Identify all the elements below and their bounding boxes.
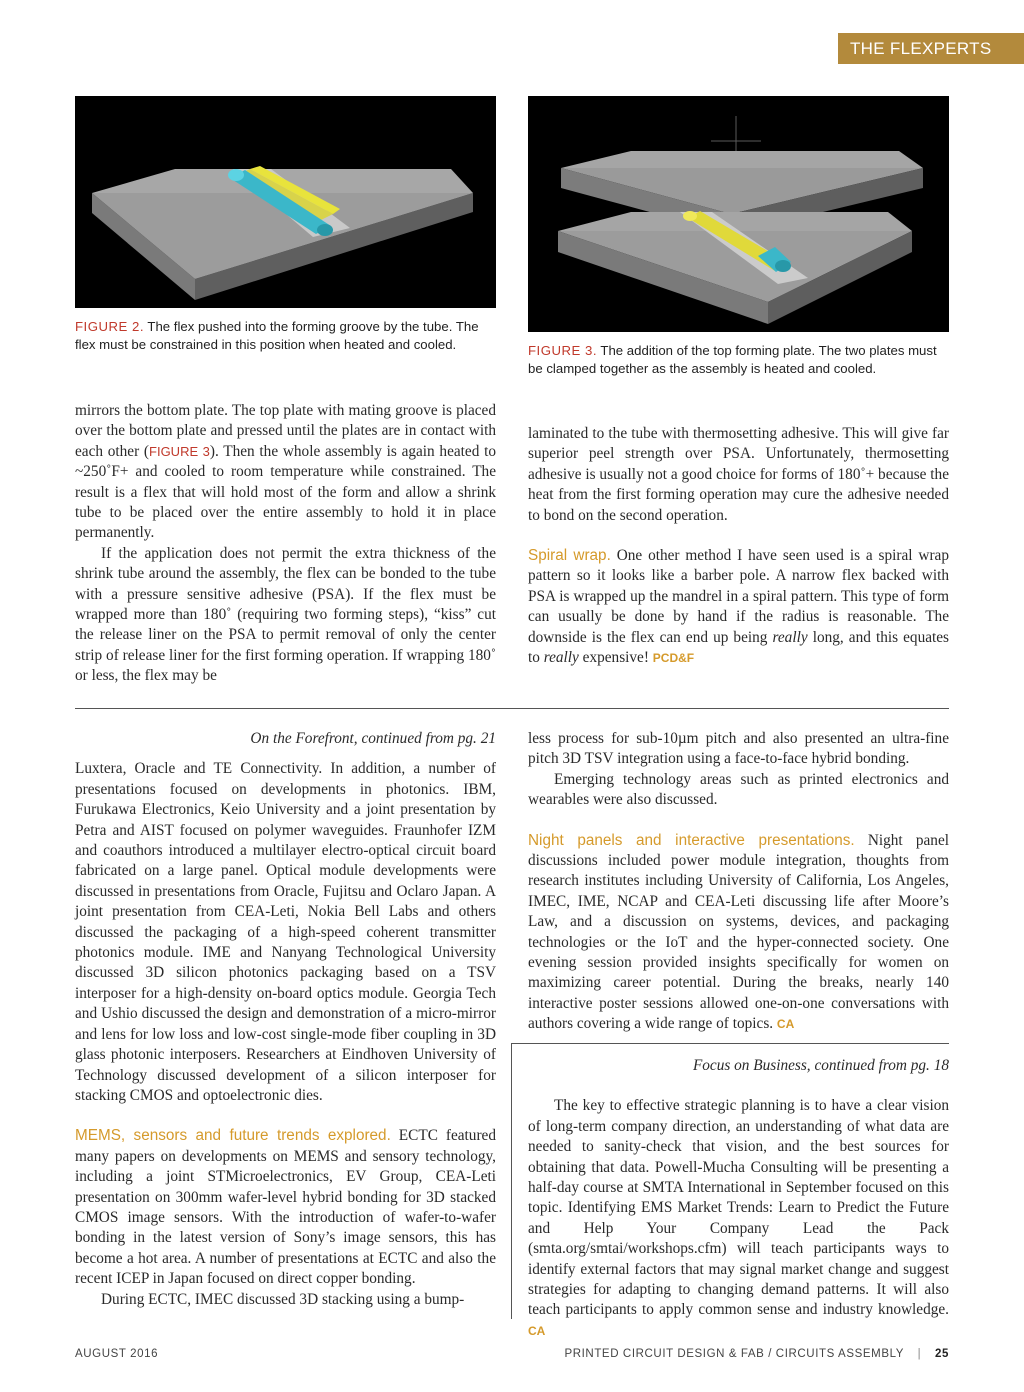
article-paragraph: Emerging technology areas such as printed electronics and wearables were also discussed. xyxy=(528,770,949,809)
section-heading-night-panels: Night panels and interactive presentations. xyxy=(528,831,855,849)
business-box-left-rule xyxy=(511,1043,512,1319)
article-paragraph: If the application does not permit the extra thickness of the shrink tube around the assembly, the flex can be bonded to the tube with a pressure sensitive adhesive (PSA). If the flex must be wrapped more than 180˚ (requiring two forming steps), “kiss” cut the release liner on the PSA to permit removal of only the center strip of release liner for the first forming operation. If wrapping 180˚ or less, the flex may be xyxy=(75,544,496,685)
figure-2-label: FIGURE 2. xyxy=(75,319,144,334)
article-left-column xyxy=(75,401,496,687)
figure-2-caption-text: The flex pushed into the forming groove by the tube. The flex must be constrained in this position when heated and cooled. xyxy=(75,319,479,352)
end-mark: CA xyxy=(776,1017,795,1032)
figure-3-caption xyxy=(528,342,938,378)
article-paragraph: Spiral wrap. One other method I have seen used is a spiral wrap pattern so it looks like a barber pole. A narrow flex backed with PSA is wrapped up the mandrel in a spiral pattern. This type of form can usually be done by hand if the radius is reasonable. The downside is the flex can end up being really long, and this equates to really expensive! PCD&F xyxy=(528,547,949,667)
footer-date: AUGUST 2016 xyxy=(75,1348,159,1360)
figure-2-caption xyxy=(75,318,485,354)
article-paragraph: Night panels and interactive presentations. Night panel discussions included power module integration, thoughts from research institutes including University of California, Los Angeles, IMEC, IME, NCAP and CEA-Leti discussing life after Moore’s Law, and a discussion on systems, devices, and packaging technologies or the IoT and the hyper-connected society. One evening session provided insights specifically for women on maximizing career potential. During the breaks, nearly 140 interactive poster sessions allowed one-on-one conversations with authors covering a wide range of topics. CA xyxy=(528,831,949,1033)
article-paragraph: laminated to the tube with thermosetting adhesive. This will give far superior peel strength over PSA. Unfortunately, thermosetting adhesive is usually not a good choice for forms of 180˚+ because the heat from the first forming operation may cure the adhesive needed to bond on the second operation. xyxy=(528,425,949,524)
article-paragraph: less process for sub-10µm pitch and also presented an ultra-fine pitch 3D TSV integration using a face-to-face hybrid bonding. xyxy=(528,730,949,768)
figure-3-reference: FIGURE 3 xyxy=(149,443,210,459)
article-paragraph: MEMS, sensors and future trends explored. ECTC featured many papers on developments on MEMS and sensory technology, including a joint STMicroelectronics, EV Group, CEA-Leti presentation on 300mm wafer-level hybrid bonding for 3D stacked CMOS image sensors. With the introduction of wafer-to-wafer bonding in the latest version of Sony’s image sensors, this has become a hot area. A number of presentations at ECTC and also the recent ICEP in Japan focused on direct copper bonding. xyxy=(75,1127,496,1288)
article-paragraph: Luxtera, Oracle and TE Connectivity. In addition, a number of presentations focused on developments in photonics. IBM, Furukawa Electronics, Keio University and a joint presentation by Petra and AIST focused on polymer waveguides. Fraunhofer IZM and coauthors introduced a multilayer electro-optical circuit board fabricated on a large panel. Optical module developments were discussed in presentations from Oracle, Fujitsu and Oclaro Japan. A joint presentation from CEA-Leti, Nokia Bell Labs and others discussed the packaging of a high-speed coherent transmitter photonics module. IME and Nanyang Technological University discussed 3D silicon photonics packaging based on a TSV interposer for a high-density on-board optics module. Georgia Tech and Ushio discussed the design and demonstration of a micro-mirror and lens for low loss and low-cost single-mode fiber coupling in 3D glass photonic interposers. Researchers at Eindhoven University of Technology discussed development of a silicon interposer for stacking CMOS and optoelectronic dies. xyxy=(75,760,496,1104)
continued-from-label: On the Forefront, continued from pg. 21 xyxy=(250,730,496,747)
page-number: 25 xyxy=(935,1348,949,1360)
end-mark: CA xyxy=(528,1323,546,1338)
article-right-column xyxy=(528,424,949,668)
section-heading-spiral-wrap: Spiral wrap. xyxy=(528,547,611,565)
article-paragraph: mirrors the bottom plate. The top plate with mating groove is placed over the bottom plate and pressed until the plates are in contact with each other (FIGURE 3). Then the whole assembly is again heated to ~250˚F+ and cooled to room temperature while constrained. The result is a flex that will hold most of the form and allow a shrink tube to be placed over the entire assembly to hold it in place permanently. xyxy=(75,402,496,542)
continued-from-label: Focus on Business, continued from pg. 18 xyxy=(692,1057,949,1074)
article-paragraph: During ECTC, IMEC discussed 3D stacking using a bump- xyxy=(101,1290,465,1308)
forefront-right-column xyxy=(528,729,949,1035)
section-divider xyxy=(75,708,949,709)
figure-3-label: FIGURE 3. xyxy=(528,343,597,358)
figure-3-image xyxy=(528,96,949,332)
business-column xyxy=(528,1056,949,1341)
footer-publication xyxy=(564,1348,949,1360)
figure-2-image xyxy=(75,96,496,308)
end-mark: PCD&F xyxy=(652,651,695,666)
article-paragraph: The key to effective strategic planning is to have a clear vision of long-term company direction, an understanding of what data are needed to sanity-check that vision, and the best sources for obtaining that data. Powell-Mucha Consulting will be presenting a half-day course at SMTA International in September focused on this topic. Identifying EMS Market Trends: Learn to Predict the Future and Help Your Company Lead the Pack (smta.org/smtai/workshops.cfm) will teach participants ways to identify external factors that may signal market change and suggest strategies for adapting to changing demand patterns. It will also teach participants to apply common sense and industry knowledge. CA xyxy=(528,1097,949,1338)
footer-separator: | xyxy=(917,1348,922,1360)
forefront-left-column xyxy=(75,729,496,1310)
section-heading-mems: MEMS, sensors and future trends explored. xyxy=(75,1127,391,1145)
footer-publication-name: PRINTED CIRCUIT DESIGN & FAB / CIRCUITS ASSEMBLY xyxy=(564,1348,904,1360)
figure-3-caption-text: The addition of the top forming plate. The two plates must be clamped together as the assembly is heated and cooled. xyxy=(528,343,937,376)
section-tag: THE FLEXPERTS xyxy=(838,33,1024,64)
business-box-top-rule xyxy=(511,1043,949,1044)
